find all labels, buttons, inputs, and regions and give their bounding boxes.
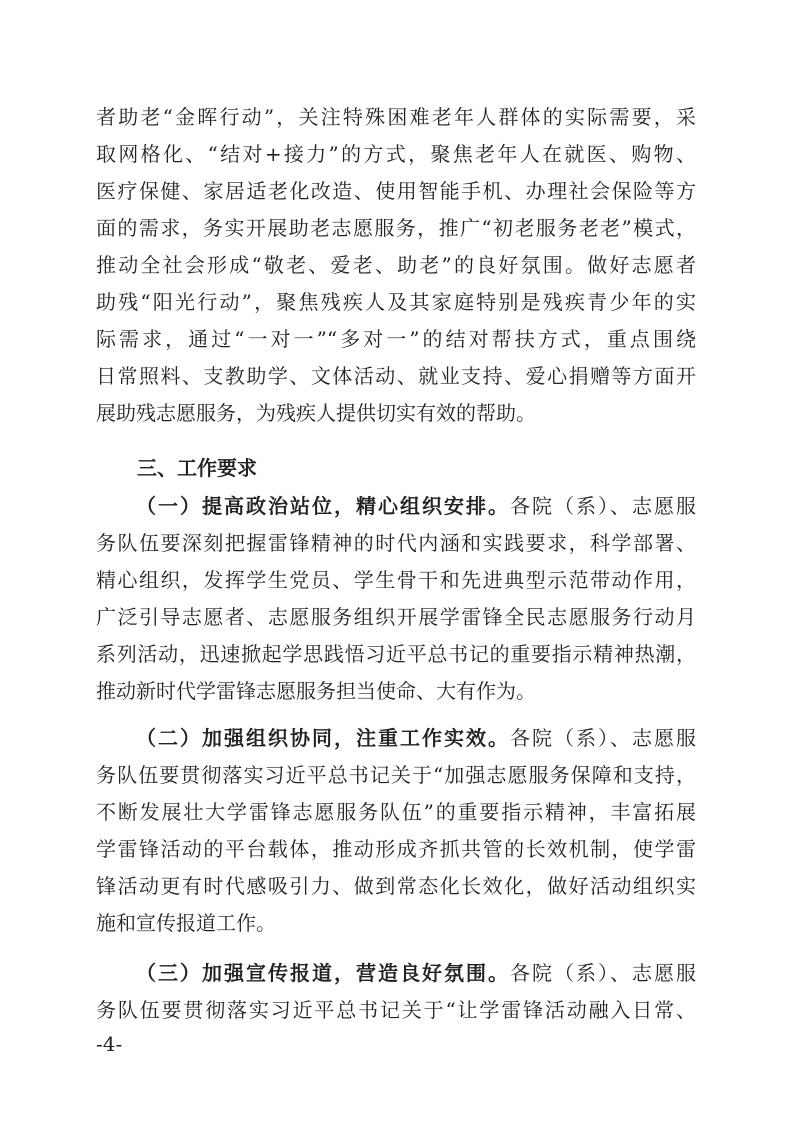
- item-1-lead: （一）提高政治站位，精心组织安排。: [136, 494, 510, 518]
- item-2-paragraph: [96, 720, 696, 942]
- text-line: [96, 720, 696, 757]
- text-line: 精心组织，发挥学生党员、学生骨干和先进典型示范带动作用，: [96, 568, 696, 592]
- item-2-lead: （二）加强组织协同，注重工作实效。: [136, 726, 510, 750]
- text-line: 取网格化、“结对+接力”的方式，聚焦老年人在就医、购物、: [96, 142, 696, 166]
- section-paragraph: [96, 99, 696, 432]
- item-3-lead: （三）加强宣传报道，营造良好氛围。: [136, 961, 510, 985]
- page-number: -4-: [96, 1032, 123, 1056]
- text-line: 展助残志愿服务，为残疾人提供切实有效的帮助。: [96, 401, 536, 425]
- text-line: [96, 955, 696, 992]
- text-line: 施和宣传报道工作。: [96, 911, 276, 935]
- text-line: 际需求，通过“一对一”“多对一”的结对帮扶方式，重点围绕: [96, 327, 696, 351]
- text-line: 者助老“金晖行动”，关注特殊困难老年人群体的实际需要，采: [96, 105, 696, 129]
- text-line: 系列活动，迅速掀起学思践悟习近平总书记的重要指示精神热潮，: [96, 642, 696, 666]
- item-1-first-rest: 各院（系）、志愿服: [510, 494, 696, 518]
- section-heading: 三、工作要求: [137, 456, 257, 480]
- text-line: 面的需求，务实开展助老志愿服务，推广“初老服务老老”模式，: [96, 216, 696, 240]
- text-line: 学雷锋活动的平台载体，推动形成齐抓共管的长效机制，使学雷: [96, 837, 696, 861]
- text-line: 务队伍要贯彻落实习近平总书记关于“加强志愿服务保障和支持，: [96, 763, 696, 787]
- item-3-first-rest: 各院（系）、志愿服: [510, 961, 696, 985]
- text-line: 医疗保健、家居适老化改造、使用智能手机、办理社会保险等方: [96, 179, 696, 203]
- text-line: 助残“阳光行动”，聚焦残疾人及其家庭特别是残疾青少年的实: [96, 290, 696, 314]
- text-line: 推动新时代学雷锋志愿服务担当使命、大有作为。: [96, 679, 536, 703]
- text-line: 锋活动更有时代感吸引力、做到常态化长效化，做好活动组织实: [96, 874, 696, 898]
- text-line: [96, 488, 696, 525]
- text-line: 推动全社会形成“敬老、爱老、助老”的良好氛围。做好志愿者: [96, 253, 696, 277]
- item-2-first-rest: 各院（系）、志愿服: [510, 726, 696, 750]
- text-line: 不断发展壮大学雷锋志愿服务队伍”的重要指示精神，丰富拓展: [96, 800, 696, 824]
- text-line: 广泛引导志愿者、志愿服务组织开展学雷锋全民志愿服务行动月: [96, 605, 696, 629]
- text-line: 务队伍要贯彻落实习近平总书记关于“让学雷锋活动融入日常、: [96, 998, 696, 1022]
- text-line: 务队伍要深刻把握雷锋精神的时代内涵和实践要求，科学部署、: [96, 531, 696, 555]
- item-1-paragraph: [96, 488, 696, 710]
- text-line: 日常照料、支教助学、文体活动、就业支持、爱心捐赠等方面开: [96, 364, 696, 388]
- item-3-paragraph: [96, 955, 696, 1029]
